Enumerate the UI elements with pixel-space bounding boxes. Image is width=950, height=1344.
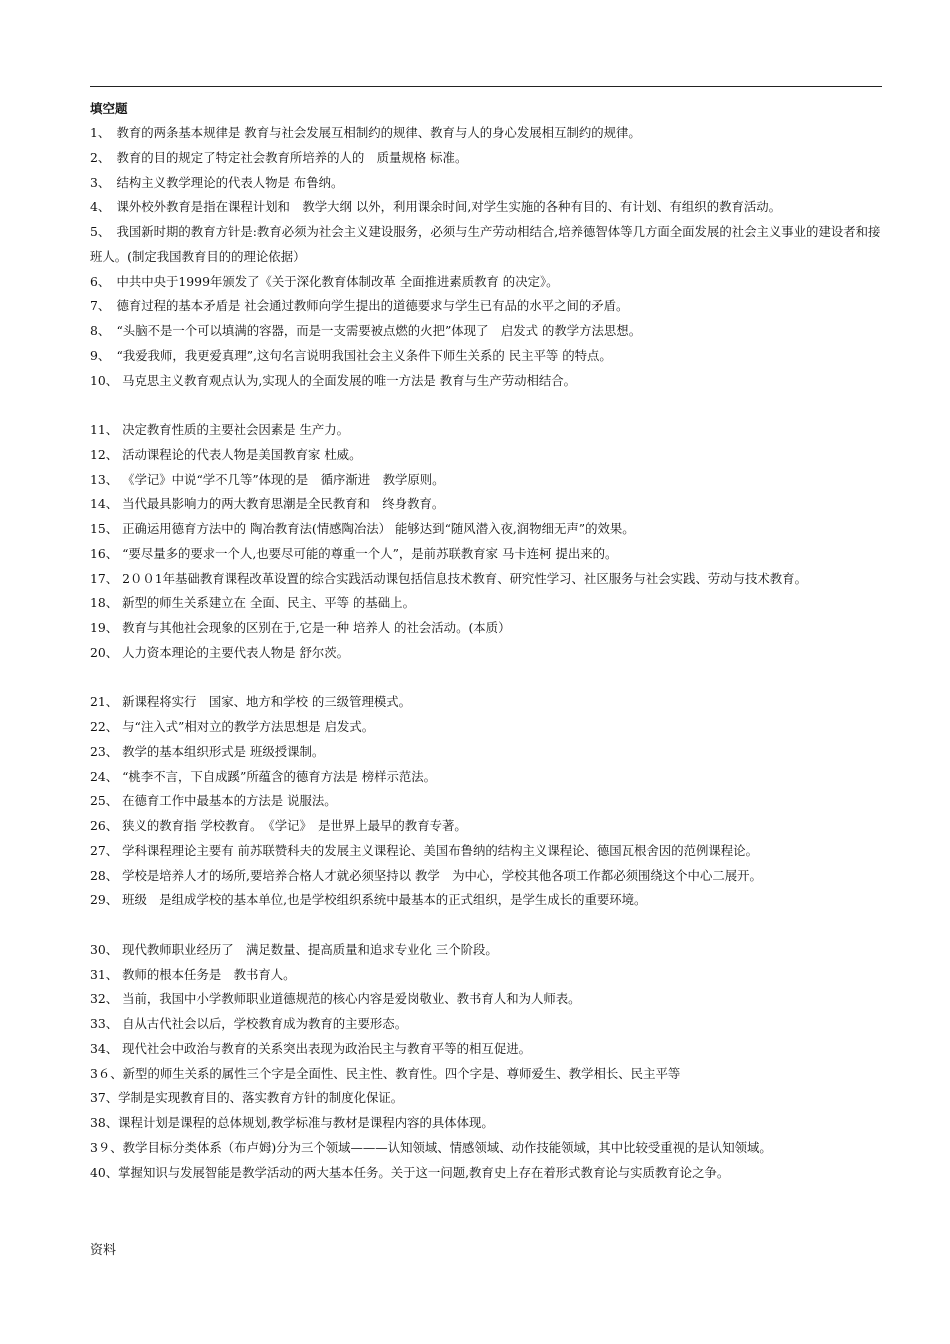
- question-item-11: 11、 决定教育性质的主要社会因素是 生产力。: [90, 422, 350, 437]
- section-heading: 填空题: [90, 101, 128, 116]
- question-item-23: 23、 教学的基本组织形式是 班级授课制。: [90, 743, 325, 759]
- question-item-4: 4、 课外校外教育是指在课程计划和 教学大纲 以外，利用课余时间,对学生实施的各种有目的、有计划、有组织的教育活动。: [90, 199, 782, 215]
- question-item-25: 25、 在德育工作中最基本的方法是 说服法。: [90, 793, 337, 809]
- question-item-27: 27、 学科课程理论主要有 前苏联赞科夫的发展主义课程论、美国布鲁纳的结构主义课程论、德国瓦根舍因的范例课程论。: [90, 842, 758, 858]
- paragraph-gap: [90, 913, 885, 938]
- question-item-15: 15、 正确运用德育方法中的 陶冶教育法(情感陶冶法） 能够达到“随风潜入夜,润物细无声”的效果。: [90, 521, 635, 536]
- question-item-5: 5、 我国新时期的教育方针是:教育必须为社会主义建设服务，必须与生产劳动相结合,培养德智体等几方面全面发展的社会主义事业的建设者和接班人。(制定我国教育目的的理论依据）: [90, 224, 881, 264]
- document-body: [90, 97, 885, 1185]
- question-item-1: 1、 教育的两条基本规律是 教育与社会发展互相制约的规律、教育与人的身心发展相互制约的规律。: [90, 125, 641, 140]
- question-item-29: 29、 班级 是组成学校的基本单位,也是学校组织系统中最基本的正式组织，是学生成长的重要环境。: [90, 892, 647, 908]
- question-item-28: 28、 学校是培养人才的场所,要培养合格人才就必须坚持以 教学 为中心，学校其他各项工作都必须围绕这个中心二展开。: [90, 867, 762, 883]
- footer-label: 资料: [90, 1243, 117, 1258]
- question-item-13: 13、 《学记》中说“学不几等”体现的是 循序渐进 教学原则。: [90, 471, 445, 487]
- question-item-32: 32、 当前，我国中小学教师职业道德规范的核心内容是爱岗敬业、教书育人和为人师表。: [90, 991, 581, 1007]
- question-item-31: 31、 教师的根本任务是 教书育人。: [90, 966, 296, 982]
- question-item-30: 30、 现代教师职业经历了 满足数量、提高质量和追求专业化 三个阶段。: [90, 941, 498, 957]
- question-item-16: 16、 “要尽量多的要求一个人,也要尽可能的尊重一个人”，是前苏联教育家 马卡连柯 提出来的。: [90, 545, 618, 561]
- question-item-12: 12、 活动课程论的代表人物是美国教育家 杜威。: [90, 446, 362, 462]
- header-rule: [90, 86, 882, 87]
- question-item-21: 21、 新课程将实行 国家、地方和学校 的三级管理模式。: [90, 694, 412, 710]
- question-item-22: 22、 与“注入式”相对立的教学方法思想是 启发式。: [90, 719, 375, 734]
- question-item-17: 17、 2００1年基础教育课程改革设置的综合实践活动课包括信息技术教育、研究性学习、社区服务与社会实践、劳动与技术教育。: [90, 570, 807, 586]
- question-item-14: 14、 当代最具影响力的两大教育思潮是全民教育和 终身教育。: [90, 496, 445, 512]
- paragraph-gap: [90, 393, 885, 418]
- question-item-8: 8、 “头脑不是一个可以填满的容器，而是一支需要被点燃的火把”体现了 启发式 的教学方法思想。: [90, 323, 642, 338]
- question-item-19: 19、 教育与其他社会现象的区别在于,它是一种 培养人 的社会活动。(本质）: [90, 620, 511, 635]
- question-item-9: 9、 “我爱我师，我更爱真理”,这句名言说明我国社会主义条件下师生关系的 民主平等 的特点。: [90, 347, 612, 363]
- question-item-33: 33、 自从古代社会以后，学校教育成为教育的主要形态。: [90, 1016, 408, 1031]
- question-item-36: 3６、新型的师生关系的属性三个字是全面性、民主性、教育性。四个字是、尊师爱生、教学相长、民主平等: [90, 1065, 681, 1081]
- question-item-38: 38、课程计划是课程的总体规划,教学标准与教材是课程内容的具体体现。: [90, 1115, 494, 1130]
- question-item-6: 6、 中共中央于1999年颁发了《关于深化教育体制改革 全面推进素质教育 的决定》。: [90, 273, 559, 289]
- question-item-39: 3９、教学目标分类体系（布卢姆)分为三个领域———认知领域、情感领域、动作技能领域，其中比较受重视的是认知领域。: [90, 1139, 772, 1155]
- question-item-26: 26、 狭义的教育指 学校教育。 《学记》 是世界上最早的教育专著。: [90, 818, 467, 833]
- question-item-10: 10、 马克思主义教育观点认为,实现人的全面发展的唯一方法是 教育与生产劳动相结合。: [90, 372, 577, 388]
- paragraph-gap: [90, 666, 885, 691]
- question-item-24: 24、 “桃李不言，下自成蹊”所蕴含的德育方法是 榜样示范法。: [90, 768, 437, 784]
- question-item-3: 3、 结构主义教学理论的代表人物是 布鲁纳。: [90, 174, 344, 190]
- question-item-18: 18、 新型的师生关系建立在 全面、民主、平等 的基础上。: [90, 595, 415, 611]
- question-item-34: 34、 现代社会中政治与教育的关系突出表现为政治民主与教育平等的相互促进。: [90, 1040, 531, 1056]
- question-item-37: 37、学制是实现教育目的、落实教育方针的制度化保证。: [90, 1090, 404, 1106]
- question-item-20: 20、 人力资本理论的主要代表人物是 舒尔茨。: [90, 644, 350, 660]
- question-item-40: 40、掌握知识与发展智能是教学活动的两大基本任务。关于这一问题,教育史上存在着形式教育论与实质教育论之争。: [90, 1164, 730, 1180]
- question-item-2: 2、 教育的目的规定了特定社会教育所培养的人的 质量规格 标准。: [90, 149, 468, 165]
- question-item-7: 7、 德育过程的基本矛盾是 社会通过教师向学生提出的道德要求与学生已有品的水平之间的矛盾。: [90, 298, 629, 314]
